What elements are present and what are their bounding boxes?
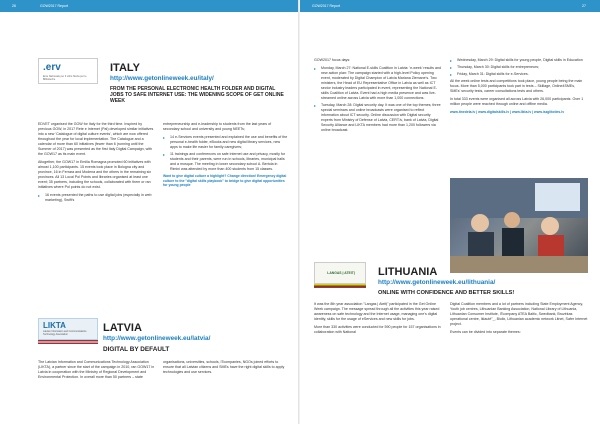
focus-day-tuesday: ▸ Tuesday, March 28: Digital security day. It was one of the top themes; three special seminars and online broadcasts were organised to reflect information about ICT security. Online discussion with Digital security experts from Ministry of Defense of Latvia, CERT.lv, bank of Latvia, Digital Security Alliance and LIKTA members had more than 1,200 followers via online broadcast. xyxy=(314,103,442,133)
ervet-logo-text: .erv xyxy=(43,62,61,73)
italy-col2-link[interactable]: Want to give digital culture a highlight? Change direction! Emergency digital culture to the "digital skills playbook" to bridge to give digital opportunities for young people xyxy=(163,174,287,188)
langas-logo xyxy=(314,262,366,284)
focus-day-wednesday: ▸ Wednesday, March 29: Digital skills for young people, Digital skills in Education xyxy=(450,58,586,63)
latvia-focus-column-2 xyxy=(450,58,586,115)
event-photo-illustration xyxy=(450,178,588,273)
latvia-paragraph-1: The Latvian Information and Communications Technology Association (LIKTA), a partner since the start of the campaign in 2010, ran GOW17 in Latvia in cooperation with the Ministry of Regional Development and Environmental Protection. In overall more than 50 partners – state xyxy=(38,360,155,379)
left-running-title: GOW2017 Report xyxy=(40,4,69,8)
right-page xyxy=(300,0,600,424)
latvia-column-1 xyxy=(38,360,158,380)
lithuania-paragraph-1: It was the 8th year association "Langas | Ateitį" participated in the Get Online Week campaign. The message spread through all the activities this year raised awareness on safe technology and the Internet usage, managing one's digital identity, skills for the usage of eServices and new skills for jobs. xyxy=(314,302,440,321)
focus-day-friday: ▸ Friday, March 31: Digital skills for e-Services. xyxy=(450,72,586,77)
italy-bullet-safety: ▸ 11 trainings and conferences on safe internet use and privacy, mostly for students and their parents, were run in schools, libraries, municipal halls and a mosque. The meeting in lower secondary school A. Bertola in Rimini was attended by more than 400 students from 15 classes. xyxy=(163,152,288,172)
right-running-title: GOW2017 Report xyxy=(312,4,341,8)
italy-headline: FROM THE PERSONAL ELECTRONIC HEALTH FOLDER AND DIGITAL JOBS TO SAFE INTERNET USE: THE WIDENING SCOPE OF GET ONLINE WEEK xyxy=(110,86,284,104)
focus-days-list-1 xyxy=(314,66,442,133)
focus-days-intro: GOW2017 focus days: xyxy=(314,58,351,62)
lithuania-column-2 xyxy=(450,302,588,335)
lithuania-paragraph-2: More than 330 activities were conducted for 590 people for 157 organisations in collaboration with National xyxy=(314,325,441,334)
italy-bullets-col2 xyxy=(163,135,288,172)
italy-bullet-eservices: ▸ 14 e-Services events presented and explained the use and benefits of the personal e-health folder, eBooks and new digital library services, new apps to make life easier for family caregivers; xyxy=(163,135,288,150)
focus-day-thursday: ▸ Thursday, March 30: Digital skills for entrepreneurs; xyxy=(450,65,586,70)
langas-logo-text: LANGAS Į ATEITĮ xyxy=(327,271,355,275)
likta-logo-sub: Latvian Information and Communications Technology Association xyxy=(43,330,87,336)
focus-days-list-2 xyxy=(450,58,586,77)
lithuania-paragraph-3: Digital Coalition members and a lot of partners including State Employment Agency, Youth job centres, Lithuanian Banking Association, National Library of Lithuania, Lithuanian Consumer Institute, ITcompany ATEA Baltic, Swedbank, Bruzėkas operational centre, Iklautė"_, Biolix, Lithuanian academic network Litnet, Safer Internet project. xyxy=(450,302,588,326)
italy-title: ITALY xyxy=(110,62,140,74)
likta-logo xyxy=(38,318,98,340)
latvia-total-paragraph: In total 333 events were organised all across Latvia with 26,000 participants. Over 1 million people were reached through online and offline media. xyxy=(450,97,584,106)
left-page-number: 26 xyxy=(12,4,16,8)
lithuania-headline: ONLINE WITH CONFIDENCE AND BETTER SKILLS! xyxy=(378,290,515,296)
latvia-url-link[interactable]: http://www.getonlineweek.eu/latvia/ xyxy=(103,335,211,342)
italy-url-link[interactable]: http://www.getonlineweek.eu/italy/ xyxy=(110,75,214,82)
latvia-headline: DIGITAL BY DEFAULT xyxy=(103,346,170,353)
latvia-paragraph-2: organisations, universities, schools, ITcompanies, NGOs joined efforts to ensure that all Latvian citizens and SMEs have the right digital skills to apply technologies and use services. xyxy=(163,360,285,374)
italy-col2-paragraph: entrepreneurship and e-leadership to students from the last years of secondary school and university and young NEETs; xyxy=(163,122,272,131)
italy-column-2 xyxy=(163,122,288,188)
latvia-flag-stripe xyxy=(38,340,98,344)
right-page-number: 27 xyxy=(582,4,586,8)
right-page-header xyxy=(300,0,600,12)
left-page-header xyxy=(0,0,300,12)
latvia-websites-links[interactable]: www.itnedela.lv | www.digitalskills.lv | www.likta.lv | www.iszglitoties.lv xyxy=(450,110,565,114)
italy-bullet-jobs: ▸ 16 events presented the paths to use digital jobs (especially in web marketing), Swift's xyxy=(38,193,156,203)
latvia-title: LATVIA xyxy=(103,322,142,334)
latvia-column-2 xyxy=(163,360,288,375)
focus-day-monday: ▸ Monday, March 27: National E-skills Coalition in Latvia: 'e-week' results and new action plan: The campaign started with a high-level Policy opening event, moderated by Digital Champion of Latvia Mariana Ziemane's. Two ministers, the Head of EU Representative Office in Latvia as well as ICT sector industry leaders participated in event, representing the National E-skills Coalition of Latvia. Event had a high media presence and was live-streamed online across Latvia with more than 1,000 connections. xyxy=(314,66,442,101)
event-photo xyxy=(450,178,588,273)
lithuania-column-1 xyxy=(314,302,442,335)
latvia-focus-column-1 xyxy=(314,58,442,135)
italy-paragraph-2: Altogether, the GOW17 in Emilia Romagna promoted 60 initiatives with almost 1,100 participants. 15 events took place in Bologna city and province, 16 in Ferrara and Modena and the others in the remaining six provinces. All 13 Local Pol Points and libraries organised at least one event; 35 partners, including the schools, collaborated with them or ran initiatives where Pol points do not exist. xyxy=(38,160,152,189)
lithuania-url-link[interactable]: http://www.getonlineweek.eu/lithuania/ xyxy=(378,279,496,286)
italy-bullets-col1 xyxy=(38,193,156,203)
likta-logo-text: LIKTA xyxy=(43,321,66,330)
italy-paragraph-1: EDVET organised the GOW for Italy for the third time. Inspired by previous GOW, in 2017 Rete e Internet (Pal) developed similar initiatives into a new 'Catalogue of digital culture events', which are now offered throughout the year for local implementation. The Catalogue and a calendar of more than 60 initiatives (fewer than 6 (running until the Summer of 2017) was presented as the first Italy Digital Campaign, with the GOW17 as its main event. xyxy=(38,122,154,156)
ervet-logo-sub: Ente Nazionale per il Libro Storia per le Biblioteche xyxy=(43,75,87,81)
lithuania-paragraph-4: Events can be divided into separate themes: xyxy=(450,330,521,334)
latvia-tests-paragraph: All the week online tests and competitions took place, young people being the main focus. More than 5,000 participants took part in tests – Skillage, Online4SMEs, SMEs' security tests, career consultations tests and others. xyxy=(450,79,583,93)
lithuania-flag-stripe xyxy=(314,284,366,288)
italy-column-1 xyxy=(38,122,156,205)
lithuania-title: LITHUANIA xyxy=(378,266,438,278)
ervet-logo xyxy=(38,58,98,84)
